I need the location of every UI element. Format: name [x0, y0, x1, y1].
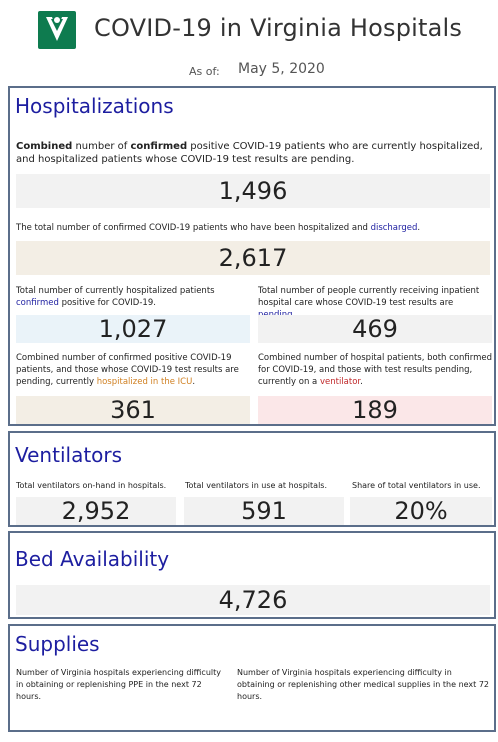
pending-value-box — [258, 315, 492, 343]
on-hand-value-box — [16, 497, 176, 525]
ventilator-description: Combined number of hospital patients, both confirmed for COVID-19, and those with test results pending, currently on a ventilator. — [258, 353, 492, 387]
on-hand-label: Total ventilators on-hand in hospitals. — [16, 481, 167, 490]
beds-value: 4,726 — [218, 586, 288, 614]
page-header — [0, 0, 498, 80]
discharged-value-box — [16, 241, 490, 275]
combined-description: Combined number of confirmed positive COVID-19 patients who are currently hospitalized, and hospitalized patients whose COVID-19 test results are pending. — [16, 141, 483, 165]
share-value-box — [350, 497, 492, 525]
pending-value: 469 — [352, 315, 398, 343]
ventilators-title: Ventilators — [15, 443, 123, 467]
pending-description: Total number of people currently receiving inpatient hospital care whose COVID-19 test results are — [258, 286, 480, 308]
bed-availability-panel — [8, 531, 496, 619]
hospitalizations-title: Hospitalizations — [15, 94, 174, 118]
ventilator-value-box — [258, 396, 492, 424]
beds-value-box — [16, 585, 490, 615]
page-title: COVID-19 in Virginia Hospitals — [94, 14, 463, 42]
confirmed-description: Total number of currently hospitalized patients confirmed positive for COVID-19. — [16, 286, 215, 308]
discharged-description: The total number of confirmed COVID-19 patients who have been hospitalized and discharged. — [16, 223, 421, 233]
vhhc-logo — [38, 11, 76, 49]
in-use-value: 591 — [241, 497, 287, 525]
combined-value-box — [16, 174, 490, 208]
footnote — [8, 734, 448, 742]
other-supplies-description: Number of Virginia hospitals experiencing difficulty in obtaining or replenishing other medical supplies in the next 72 hours. — [237, 668, 490, 701]
icu-description: Combined number of confirmed positive COVID-19 patients, and those whose COVID-19 test results are pending, currently hospitalized in the ICU. — [16, 353, 239, 387]
in-use-value-box — [184, 497, 344, 525]
ppe-description: Number of Virginia hospitals experiencing difficulty in obtaining or replenishing PPE in the next 72 hours. — [16, 668, 221, 701]
discharged-value: 2,617 — [218, 244, 288, 272]
supplies-title: Supplies — [15, 632, 100, 656]
bed-availability-title: Bed Availability — [15, 547, 170, 571]
as-of-date: May 5, 2020 — [238, 61, 325, 77]
in-use-label: Total ventilators in use at hospitals. — [185, 481, 327, 490]
share-label: Share of total ventilators in use. — [352, 481, 481, 490]
icu-value-box — [16, 396, 250, 424]
share-value: 20% — [394, 497, 448, 525]
ventilator-value: 189 — [352, 396, 398, 424]
supplies-panel — [8, 624, 496, 732]
confirmed-value: 1,027 — [98, 315, 168, 343]
hospitalizations-panel — [8, 86, 496, 426]
on-hand-value: 2,952 — [61, 497, 131, 525]
icu-value: 361 — [110, 396, 156, 424]
confirmed-value-box — [16, 315, 250, 343]
ventilators-panel — [8, 431, 496, 527]
as-of-label: As of: — [189, 65, 220, 78]
combined-value: 1,496 — [218, 177, 288, 205]
